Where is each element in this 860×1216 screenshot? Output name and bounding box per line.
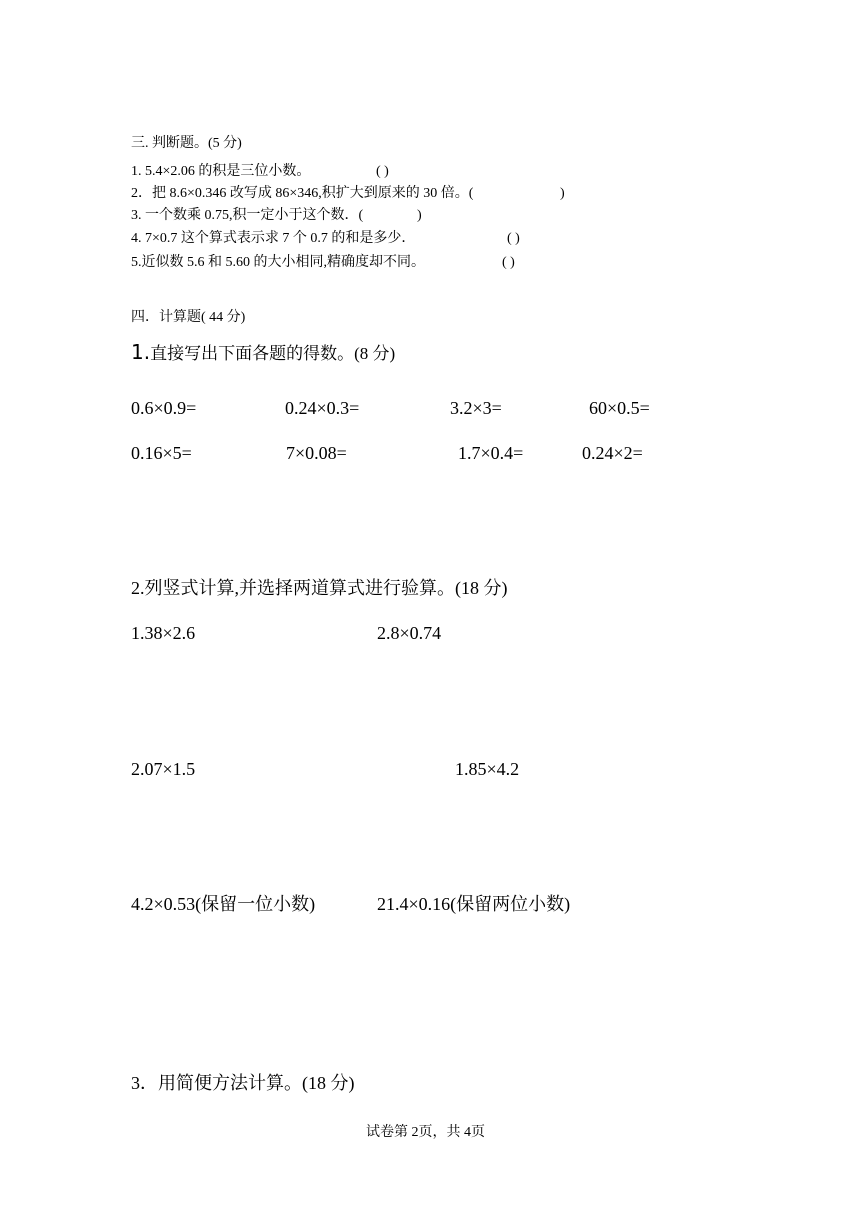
judge-item-4-answer-parens: ( ) <box>507 231 520 246</box>
q1-title <box>131 342 395 362</box>
q2-title: 2.列竖式计算,并选择两道算式进行验算。(18 分) <box>131 578 508 598</box>
section-3-heading: 三. 判断题。(5 分) <box>131 136 242 151</box>
judge-item-5-text: 5.近似数 5.6 和 5.60 的大小相同,精确度却不同。 <box>131 255 425 270</box>
judge-item-5-answer-parens: ( ) <box>502 255 515 270</box>
oral-calc-1-1: 0.6×0.9= <box>131 398 197 418</box>
vertical-calc-6: 21.4×0.16(保留两位小数) <box>377 894 571 914</box>
vertical-calc-4: 1.85×4.2 <box>455 759 520 779</box>
q3-title: 3．用简便方法计算。(18 分) <box>131 1073 355 1093</box>
vertical-calc-5: 4.2×0.53(保留一位小数) <box>131 894 316 914</box>
vertical-calc-3: 2.07×1.5 <box>131 759 196 779</box>
vertical-calc-2: 2.8×0.74 <box>377 623 442 643</box>
judge-item-3-text: 3. 一个数乘 0.75,积一定小于这个数．( <box>131 208 364 223</box>
oral-calc-2-3: 1.7×0.4= <box>458 443 524 463</box>
vertical-calc-1: 1.38×2.6 <box>131 623 196 643</box>
oral-calc-1-2: 0.24×0.3= <box>285 398 360 418</box>
judge-item-4-text: 4. 7×0.7 这个算式表示求 7 个 0.7 的和是多少． <box>131 231 416 246</box>
judge-item-3-answer-parens: ) <box>417 208 422 223</box>
oral-calc-1-3: 3.2×3= <box>450 398 502 418</box>
oral-calc-2-4: 0.24×2= <box>582 443 643 463</box>
page-footer: 试卷第 2页，共 4页 <box>366 1125 485 1140</box>
judge-item-1-text: 1. 5.4×2.06 的积是三位小数。 <box>131 164 311 179</box>
judge-item-1-answer-parens: ( ) <box>376 164 389 179</box>
judge-item-2-answer-parens: ) <box>560 186 565 201</box>
q1-title-number: 1. <box>131 340 151 364</box>
oral-calc-2-2: 7×0.08= <box>286 443 347 463</box>
oral-calc-1-4: 60×0.5= <box>589 398 650 418</box>
q1-title-text: 直接写出下面各题的得数。(8 分) <box>150 344 396 363</box>
judge-item-2-text: 2．把 8.6×0.346 改写成 86×346,积扩大到原来的 30 倍。( <box>131 186 474 201</box>
section-4-heading: 四．计算题( 44 分) <box>131 310 246 325</box>
oral-calc-2-1: 0.16×5= <box>131 443 192 463</box>
